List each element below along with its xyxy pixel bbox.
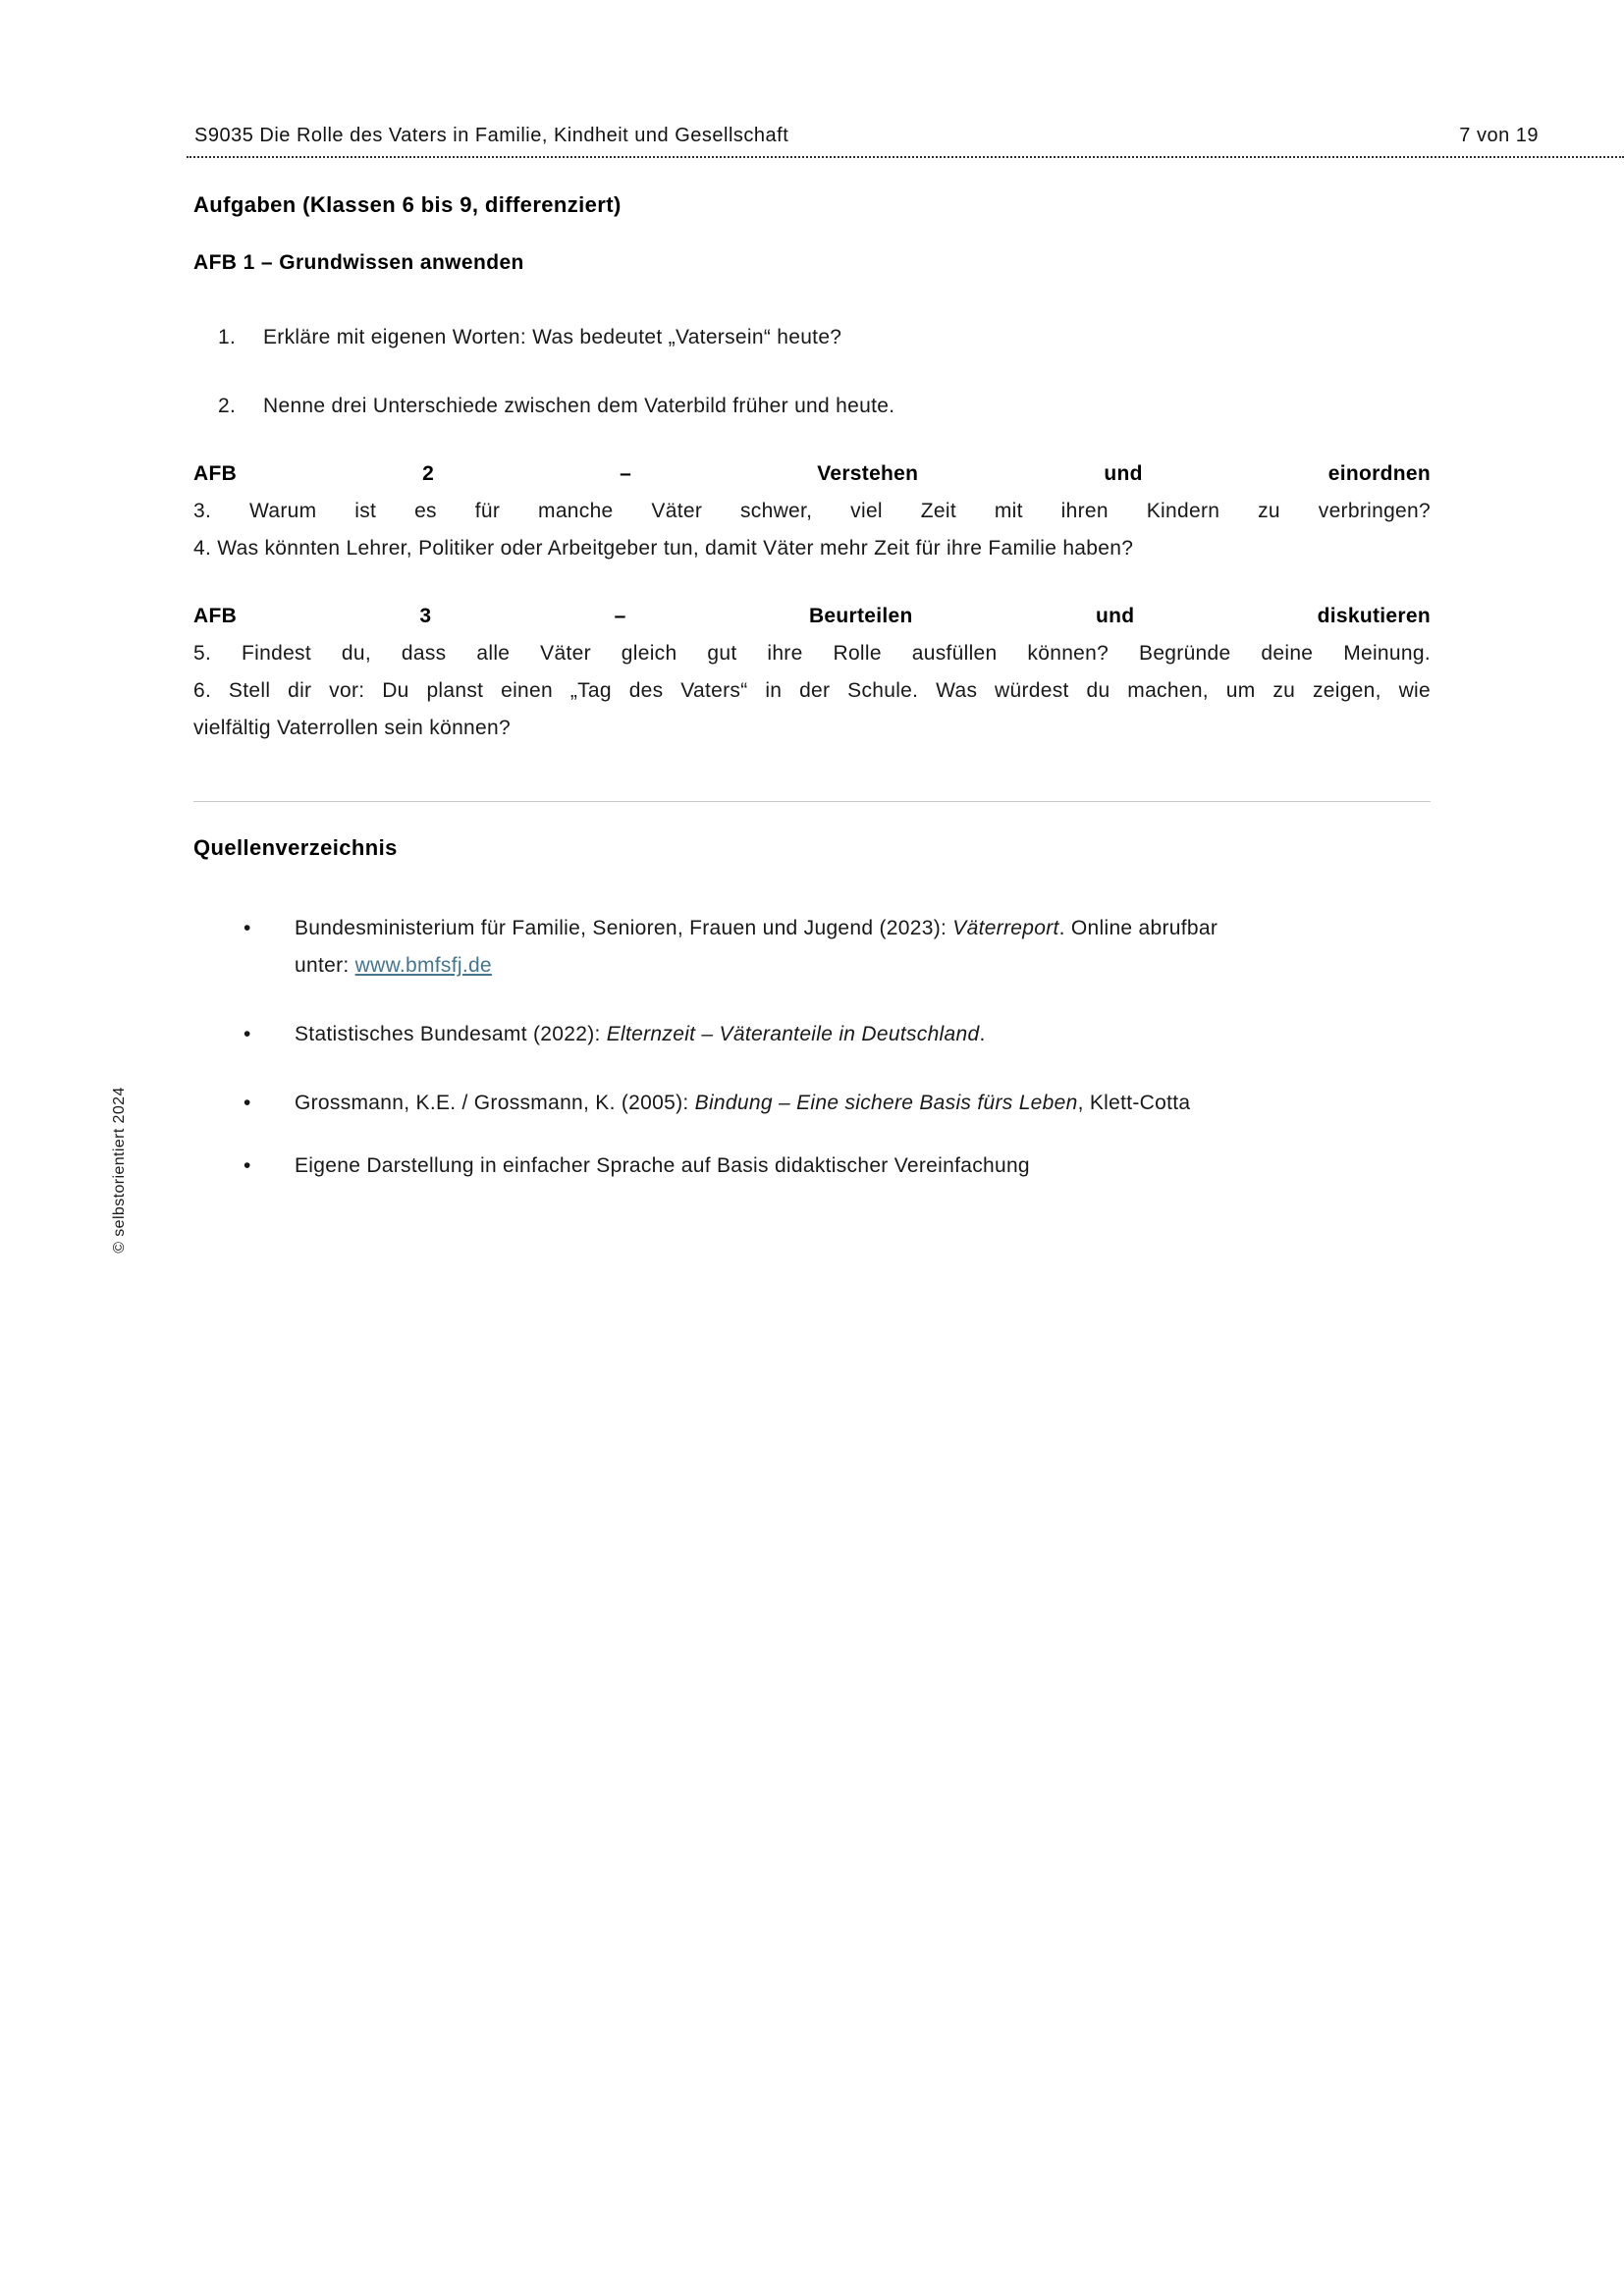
task-item-3: 3. Warum ist es für manche Väter schwer, viel Zeit mit ihren Kindern zu verbringen? xyxy=(193,500,1431,522)
bullet-icon: • xyxy=(244,917,251,939)
task-item-2-text: Nenne drei Unterschiede zwischen dem Vaterbild früher und heute. xyxy=(263,395,895,417)
source-3-text-after: , Klett-Cotta xyxy=(1077,1092,1191,1114)
source-1-text: Bundesministerium für Familie, Senioren, Frauen und Jugend (2023): xyxy=(295,917,953,939)
bullet-icon: • xyxy=(244,1023,251,1045)
task-item-6-line-2: vielfältig Vaterrollen sein können? xyxy=(193,717,511,739)
task-item-1 xyxy=(193,319,1431,356)
source-1-line2-text: unter: xyxy=(295,954,355,977)
source-4-text: Eigene Darstellung in einfacher Sprache auf Basis didaktischer Vereinfachung xyxy=(295,1154,1030,1177)
bullet-icon: • xyxy=(244,1154,251,1177)
copyright-notice: © selbstorientiert 2024 xyxy=(111,1087,128,1254)
afb2-section xyxy=(193,455,1431,567)
page-header xyxy=(187,124,1624,158)
source-item-1 xyxy=(193,910,1431,985)
sources-heading: Quellenverzeichnis xyxy=(193,835,398,860)
source-2-text-after: . xyxy=(979,1023,986,1045)
source-item-2 xyxy=(193,1016,1431,1053)
task-item-2-number: 2. xyxy=(218,395,237,417)
task-item-1-number: 1. xyxy=(218,326,237,348)
document-code-title: S9035 Die Rolle des Vaters in Familie, Kindheit und Gesellschaft xyxy=(194,125,789,146)
task-item-6-line-1: 6. Stell dir vor: Du planst einen „Tag des Vaters“ in der Schule. Was würdest du machen, um zu zeigen, wie xyxy=(193,679,1431,702)
task-item-4: 4. Was könnten Lehrer, Politiker oder Arbeitgeber tun, damit Väter mehr Zeit für ihre Familie haben? xyxy=(193,537,1134,560)
section-divider xyxy=(193,801,1431,802)
page-number: 7 von 19 xyxy=(1459,125,1539,146)
source-3-title: Bindung – Eine sichere Basis fürs Leben xyxy=(694,1092,1078,1114)
afb2-heading: AFB 2 – Verstehen und einordnen xyxy=(193,462,1431,485)
afb1-heading: AFB 1 – Grundwissen anwenden xyxy=(193,251,524,274)
task-item-5: 5. Findest du, dass alle Väter gleich gut ihre Rolle ausfüllen können? Begründe deine Meinung. xyxy=(193,642,1431,665)
afb3-heading: AFB 3 – Beurteilen und diskutieren xyxy=(193,605,1431,627)
source-1-link[interactable]: www.bmfsfj.de xyxy=(354,954,492,977)
bullet-icon: • xyxy=(244,1092,251,1114)
source-3-text: Grossmann, K.E. / Grossmann, K. (2005): xyxy=(295,1092,695,1114)
source-2-title: Elternzeit – Väteranteile in Deutschland xyxy=(606,1023,980,1045)
source-item-4 xyxy=(193,1148,1431,1185)
task-item-1-text: Erkläre mit eigenen Worten: Was bedeutet „Vatersein“ heute? xyxy=(263,326,842,348)
source-1-title: Väterreport xyxy=(952,917,1059,939)
source-2-text: Statistisches Bundesamt (2022): xyxy=(295,1023,607,1045)
source-1-text-after: . Online abrufbar xyxy=(1058,917,1218,939)
task-item-2 xyxy=(193,388,1431,425)
page-title: Aufgaben (Klassen 6 bis 9, differenziert) xyxy=(193,192,622,217)
afb3-section xyxy=(193,598,1431,747)
source-item-3 xyxy=(193,1085,1431,1122)
